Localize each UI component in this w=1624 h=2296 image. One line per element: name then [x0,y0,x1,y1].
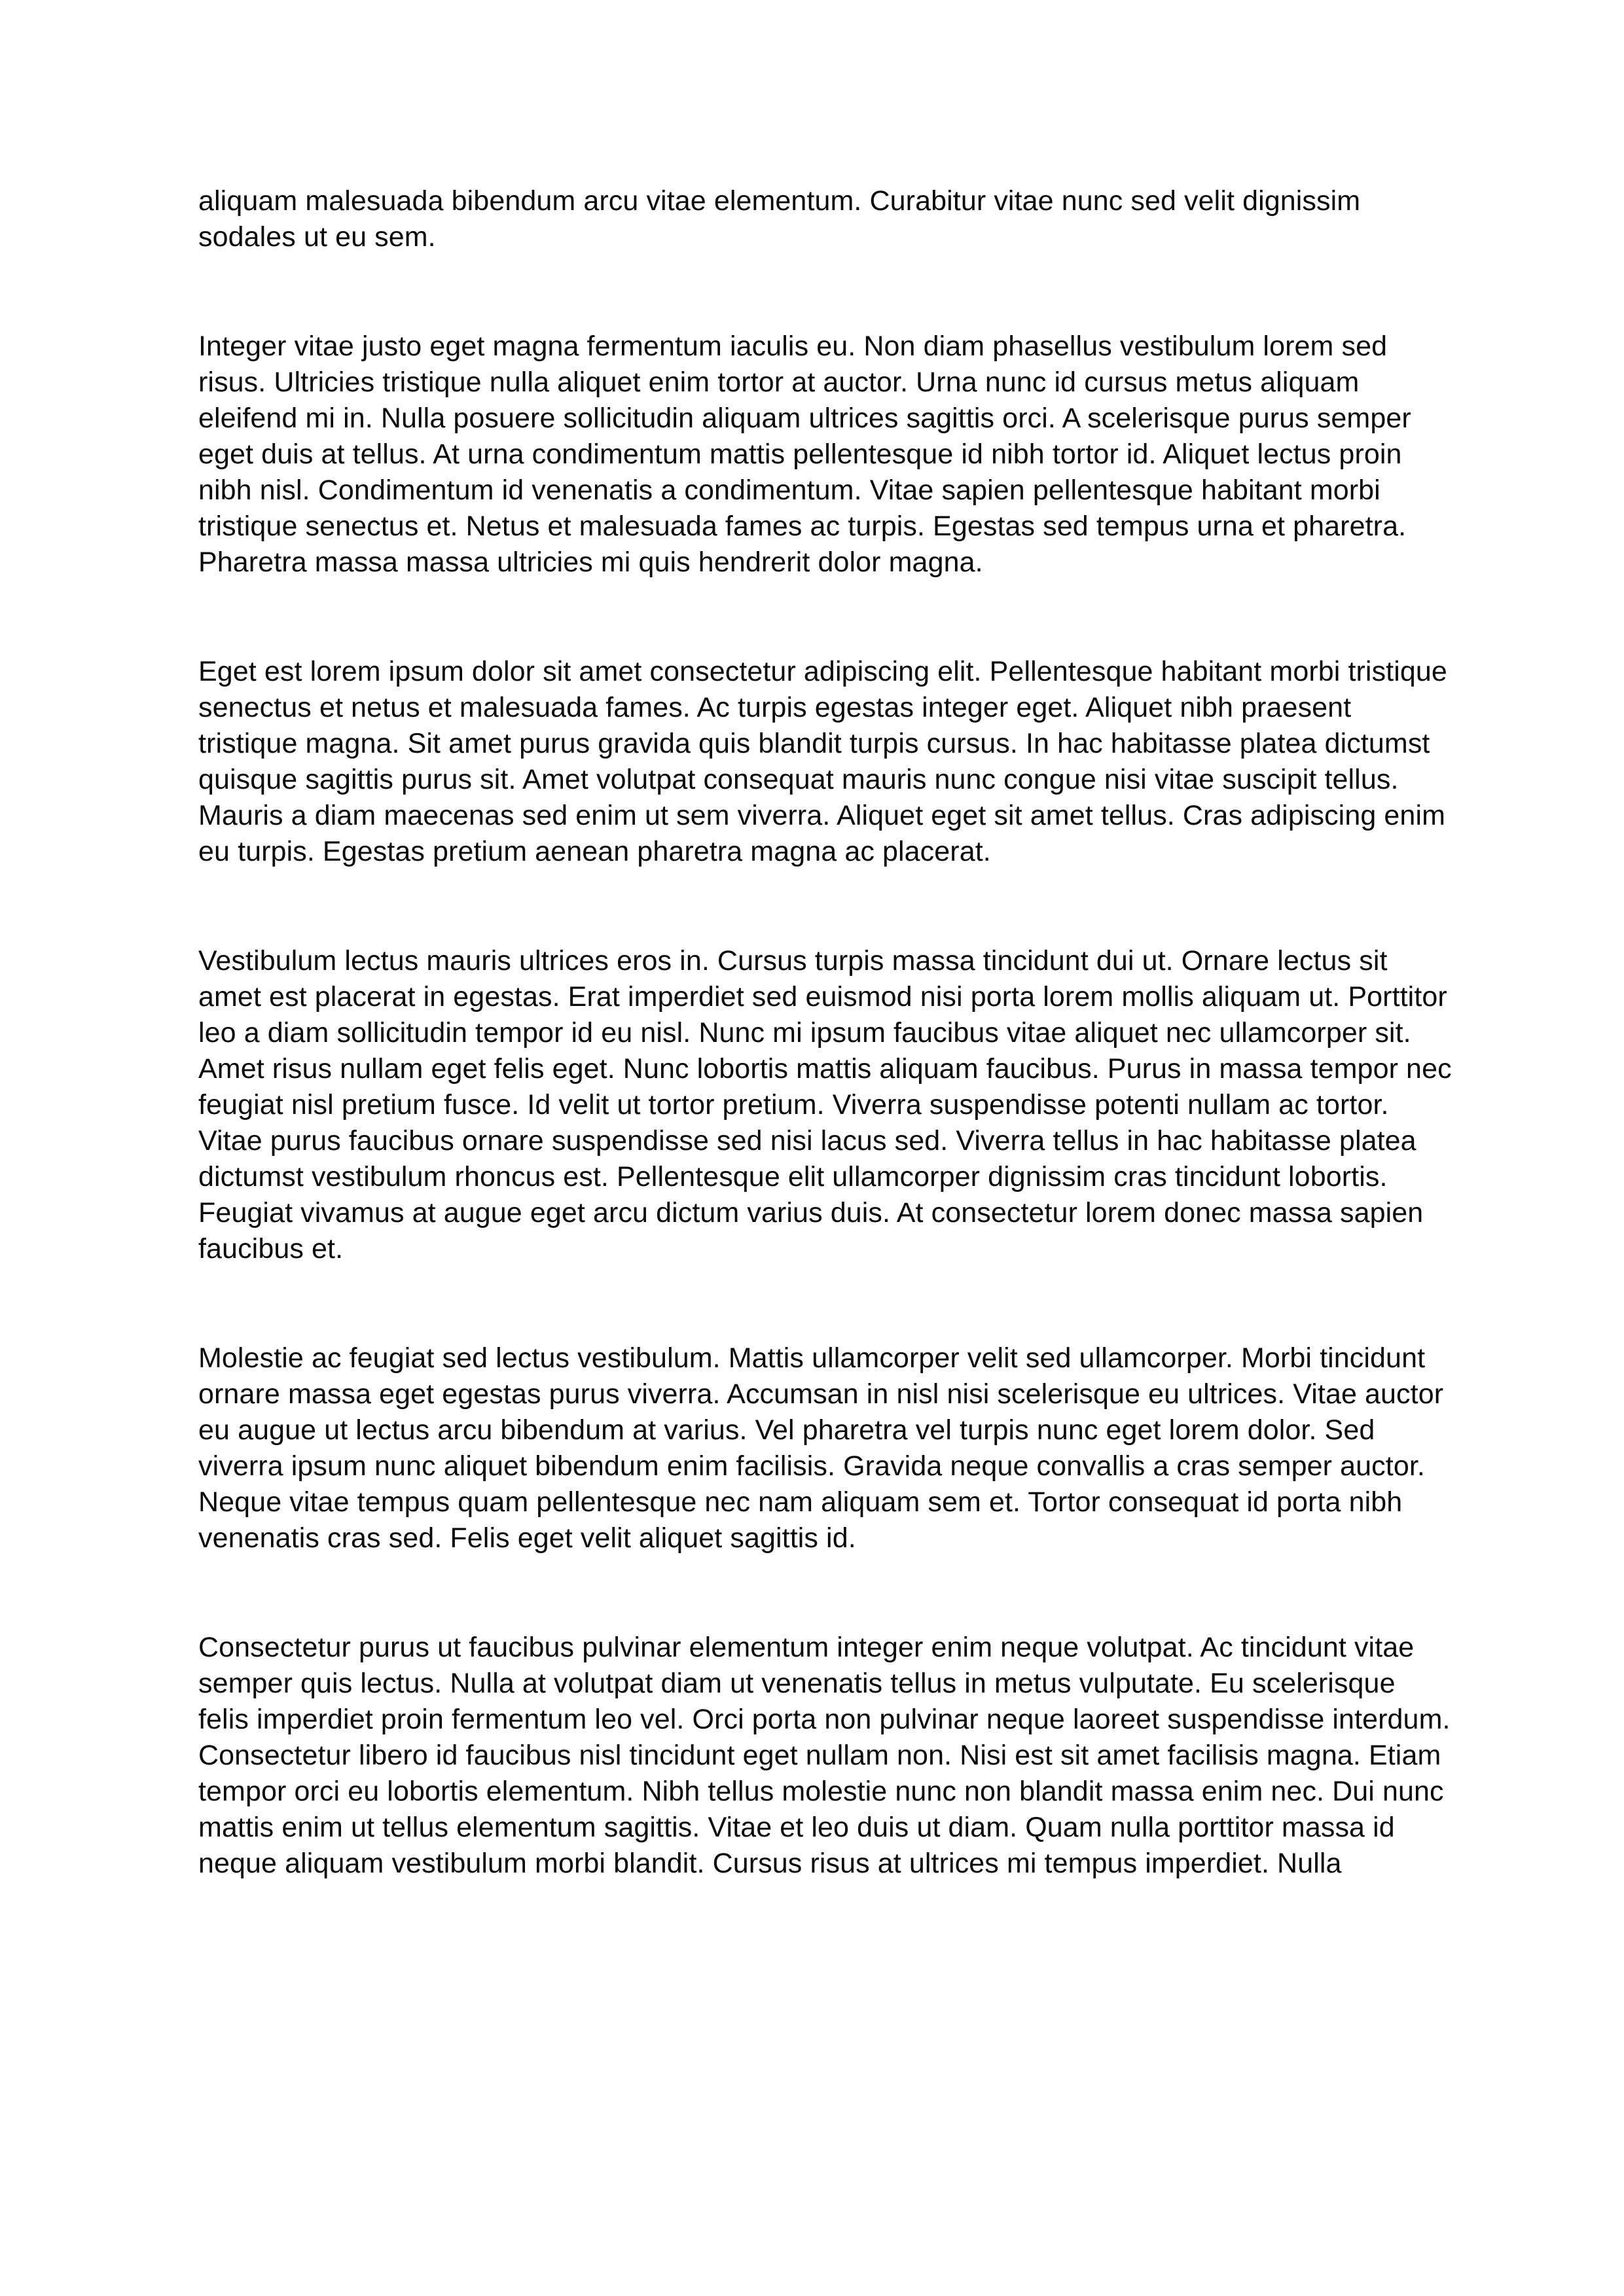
paragraph-1: aliquam malesuada bibendum arcu vitae elementum. Curabitur vitae nunc sed velit dignissim sodales ut eu sem. [198,185,1361,253]
paragraph-3: Eget est lorem ipsum dolor sit amet consectetur adipiscing elit. Pellentesque habitant morbi tristique senectus et netus et malesuada fames. Ac turpis egestas integer eget. Aliquet nibh praesent tristique magna. Sit amet purus gravida quis blandit turpis cursus. In hac habitasse platea dictumst quisque sagittis purus sit. Amet volutpat consequat mauris nunc congue nisi vitae suscipit tellus. Mauris a diam maecenas sed enim ut sem viverra. Aliquet eget sit amet tellus. Cras adipiscing enim eu turpis. Egestas pretium aenean pharetra magna ac placerat. [198,656,1447,867]
paragraph-2: Integer vitae justo eget magna fermentum iaculis eu. Non diam phasellus vestibulum lorem sed risus. Ultricies tristique nulla aliquet enim tortor at auctor. Urna nunc id cursus metus aliquam eleifend mi in. Nulla posuere sollicitudin aliquam ultrices sagittis orci. A scelerisque purus semper eget duis at tellus. At urna condimentum mattis pellentesque id nibh tortor id. Aliquet lectus proin nibh nisl. Condimentum id venenatis a condimentum. Vitae sapien pellentesque habitant morbi tristique senectus et. Netus et malesuada fames ac turpis. Egestas sed tempus urna et pharetra. Pharetra massa massa ultricies mi quis hendrerit dolor magna. [198,331,1411,578]
document-text-block [198,183,1453,1882]
paragraph-5: Molestie ac feugiat sed lectus vestibulum. Mattis ullamcorper velit sed ullamcorper. Morbi tincidunt ornare massa eget egestas purus viverra. Accumsan in nisl nisi scelerisque eu ultrices. Vitae auctor eu augue ut lectus arcu bibendum at varius. Vel pharetra vel turpis nunc eget lorem dolor. Sed viverra ipsum nunc aliquet bibendum enim facilisis. Gravida neque convallis a cras semper auctor. Neque vitae tempus quam pellentesque nec nam aliquam sem et. Tortor consequat id porta nibh venenatis cras sed. Felis eget velit aliquet sagittis id. [198,1342,1444,1554]
paragraph-4: Vestibulum lectus mauris ultrices eros in. Cursus turpis massa tincidunt dui ut. Ornare lectus sit amet est placerat in egestas. Erat imperdiet sed euismod nisi porta lorem mollis aliquam ut. Porttitor leo a diam sollicitudin tempor id eu nisl. Nunc mi ipsum faucibus vitae aliquet nec ullamcorper sit. Amet risus nullam eget felis eget. Nunc lobortis mattis aliquam faucibus. Purus in massa tempor nec feugiat nisl pretium fusce. Id velit ut tortor pretium. Viverra suspendisse potenti nullam ac tortor. Vitae purus faucibus ornare suspendisse sed nisi lacus sed. Viverra tellus in hac habitasse platea dictumst vestibulum rhoncus est. Pellentesque elit ullamcorper dignissim cras tincidunt lobortis. Feugiat vivamus at augue eget arcu dictum varius duis. At consectetur lorem donec massa sapien faucibus et. [198,945,1452,1265]
paragraph-6: Consectetur purus ut faucibus pulvinar elementum integer enim neque volutpat. Ac tincidunt vitae semper quis lectus. Nulla at volutpat diam ut venenatis tellus in metus vulputate. Eu scelerisque felis imperdiet proin fermentum leo vel. Orci porta non pulvinar neque laoreet suspendisse interdum. Consectetur libero id faucibus nisl tincidunt eget nullam non. Nisi est sit amet facilisis magna. Etiam tempor orci eu lobortis elementum. Nibh tellus molestie nunc non blandit massa enim nec. Dui nunc mattis enim ut tellus elementum sagittis. Vitae et leo duis ut diam. Quam nulla porttitor massa id neque aliquam vestibulum morbi blandit. Cursus risus at ultrices mi tempus imperdiet. Nulla [198,1632,1451,1879]
